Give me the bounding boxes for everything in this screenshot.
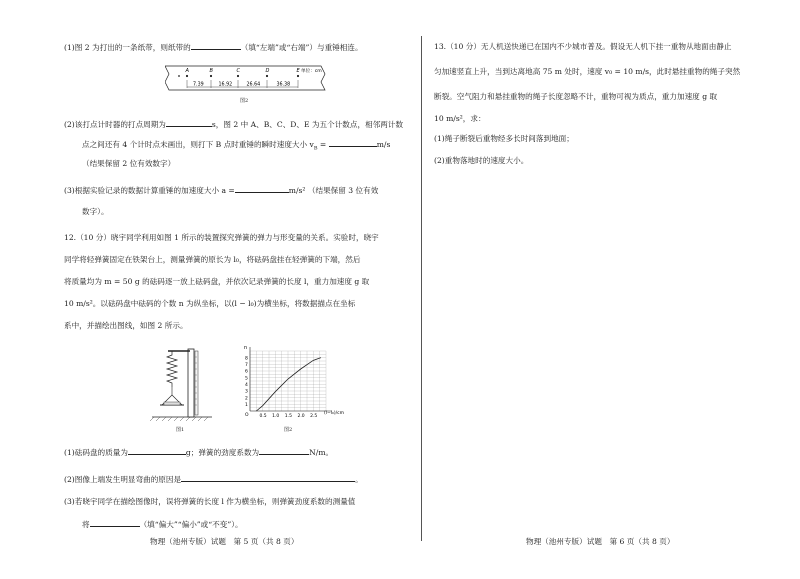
x-tick-label: 0.5 xyxy=(259,414,267,419)
answer-blank[interactable] xyxy=(259,446,309,455)
tape-point-label: D xyxy=(265,68,270,74)
q11-part2-text-b: s，图 2 中 A、B、C、D、E 为五个计数点，相邻两计数 xyxy=(211,120,404,129)
x-tick-label: 1.5 xyxy=(284,414,292,419)
answer-blank[interactable] xyxy=(191,41,241,50)
y-tick-label: 4 xyxy=(245,382,248,388)
x-axis-label: (l−l₀)/cm xyxy=(324,411,344,416)
q11-part3-line1 xyxy=(64,184,378,197)
tape-point-label: E xyxy=(296,68,300,74)
q12-line1: 12.（10 分）晓宇同学利用如图 1 所示的装置探究弹簧的弹力与形变量的关系。实验时，晓宇 xyxy=(64,233,379,242)
q13-line4: 10 m/s²，求： xyxy=(434,114,486,123)
y-tick-label: 2 xyxy=(245,396,248,402)
spring-apparatus-figure xyxy=(148,343,218,423)
q11-part2-text: (2)该打点计时器的打点周期为 xyxy=(64,120,166,129)
q11-part1 xyxy=(64,41,363,54)
q12-part2-text: (2)图像上端发生明显弯曲的原因是 xyxy=(64,475,182,484)
x-tick-label: 1.0 xyxy=(272,414,280,419)
q11-part3-text-b: m/s² （结果保留 3 位有效 xyxy=(288,186,379,195)
q11-part3-text: (3)根据实验记录的数据计算重锤的加速度大小 a = xyxy=(64,186,235,195)
x-tick-label: 2.5 xyxy=(310,414,318,419)
q11-part1-text-end: （填“左端”或“右端”）与重锤相连。 xyxy=(240,43,363,52)
y-tick-label: 5 xyxy=(245,376,248,382)
q13-line2: 匀加速竖直上升，当到达离地高 75 m 处时，速度 v₀ = 10 m/s，此时悬挂重物的绳子突然 xyxy=(434,67,741,76)
q11-part2-line2 xyxy=(82,138,390,155)
ground-hatch xyxy=(150,417,208,421)
tape-point-A xyxy=(186,75,188,77)
q11-part2-note: （结果保留 2 位有效数字） xyxy=(82,159,176,168)
ruler xyxy=(195,351,198,415)
answer-blank[interactable] xyxy=(166,118,212,127)
right-page xyxy=(422,0,800,579)
unit: m/s xyxy=(376,140,391,149)
tape-distance-label: 36.38 xyxy=(276,82,291,88)
q11-part3-text-c: 数字）。 xyxy=(82,207,109,216)
origin-label: O xyxy=(245,413,249,418)
y-tick-label: 1 xyxy=(245,402,248,408)
tape-point-label: A xyxy=(185,68,189,74)
q11-part2-text-c: 点之间还有 4 个计时点未画出，则打下 B 点时重锤的瞬时速度大小 v xyxy=(82,140,314,149)
q12-part1 xyxy=(64,446,333,459)
answer-blank[interactable] xyxy=(329,138,377,147)
y-axis-label: n xyxy=(244,345,248,351)
q12-part3-text-b: （填“偏大”“偏小”或“不变”）。 xyxy=(139,520,243,529)
q13-part2: (2)重物落地时的速度大小。 xyxy=(434,156,529,165)
tape-dot xyxy=(178,75,180,77)
n-vs-elongation-graph xyxy=(236,343,356,427)
fig1-caption: 图1 xyxy=(176,427,185,433)
page6-footer: 物理（池州专版）试题 第 6 页（共 8 页） xyxy=(526,537,675,546)
weights xyxy=(164,402,180,405)
period: 。 xyxy=(355,475,363,484)
tape-point-E xyxy=(297,75,299,77)
q12-line5: 系中，并描绘出图线，如图 2 所示。 xyxy=(64,321,188,330)
answer-blank[interactable] xyxy=(235,184,289,193)
tape-point-label: C xyxy=(236,68,240,74)
q12-part2 xyxy=(64,473,363,486)
tape-distance-label: 7.39 xyxy=(193,82,204,88)
tape-unit-label: 单位：cm xyxy=(301,69,322,74)
q12-part3-line2 xyxy=(82,518,243,531)
answer-blank[interactable] xyxy=(181,473,355,482)
answer-blank[interactable] xyxy=(90,518,140,527)
y-tick-label: 7 xyxy=(245,362,248,368)
page5-footer: 物理（池州专版）试题 第 5 页（共 8 页） xyxy=(150,537,299,546)
q12-line4: 10 m/s²。以砝码盘中砝码的个数 n 为纵坐标，以(l − l₀)为横坐标，将数据描点在坐标 xyxy=(64,299,356,308)
tape-point-B xyxy=(210,75,212,77)
tape-distance-label: 16.92 xyxy=(218,82,233,88)
y-tick-label: 3 xyxy=(245,389,248,395)
equals: = xyxy=(317,140,329,149)
stand-pole xyxy=(188,349,194,417)
y-tick-label: 8 xyxy=(245,356,248,362)
vb-subscript: B xyxy=(313,145,318,152)
q12-part1-text-c: N/m。 xyxy=(309,448,334,457)
answer-blank[interactable] xyxy=(128,446,186,455)
q12-part1-text: (1)砝码盘的质量为 xyxy=(64,448,128,457)
spring xyxy=(167,351,177,387)
q12-line3: 将质量均为 m = 50 g 的砝码逐一放上砝码盘，并依次记录弹簧的长度 l，重力加速度 g 取 xyxy=(64,277,370,286)
tape-point-label: B xyxy=(209,68,213,74)
q11-part2-line1 xyxy=(64,118,403,131)
x-tick-label: 2.0 xyxy=(297,414,305,419)
q12-line2: 同学将轻弹簧固定在铁架台上，测量弹簧的原长为 l₀，将砝码盘挂在轻弹簧的下端，然后 xyxy=(64,255,361,264)
q11-part1-text: (1)图 2 为打出的一条纸带，则纸带的 xyxy=(64,43,191,52)
tape-point-D xyxy=(266,75,268,77)
q12-part1-text-b: g；弹簧的劲度系数为 xyxy=(185,448,260,457)
q13-line1: 13.（10 分）无人机送快递已在国内不少城市普及。假设无人机下挂一重物从地面由静止 xyxy=(434,42,732,51)
q13-line3: 断裂。空气阻力和悬挂重物的绳子长度忽略不计，重物可视为质点，重力加速度 g 取 xyxy=(434,92,718,101)
tape-distance-label: 26.64 xyxy=(246,82,261,88)
q13-part1: (1)绳子断裂后重物经多长时间落到地面； xyxy=(434,134,574,143)
y-tick-label: 6 xyxy=(245,369,248,375)
fig2-tape-caption: 图2 xyxy=(240,98,249,104)
q12-part3-line1: (3)若晓宇同学在描绘图像时，误将弹簧的长度 l 作为横坐标，则弹簧劲度系数的测量值 xyxy=(64,497,356,506)
fig2-caption: 图2 xyxy=(284,427,293,433)
tape-point-C xyxy=(237,75,239,77)
q12-part3-text: 将 xyxy=(82,520,90,529)
